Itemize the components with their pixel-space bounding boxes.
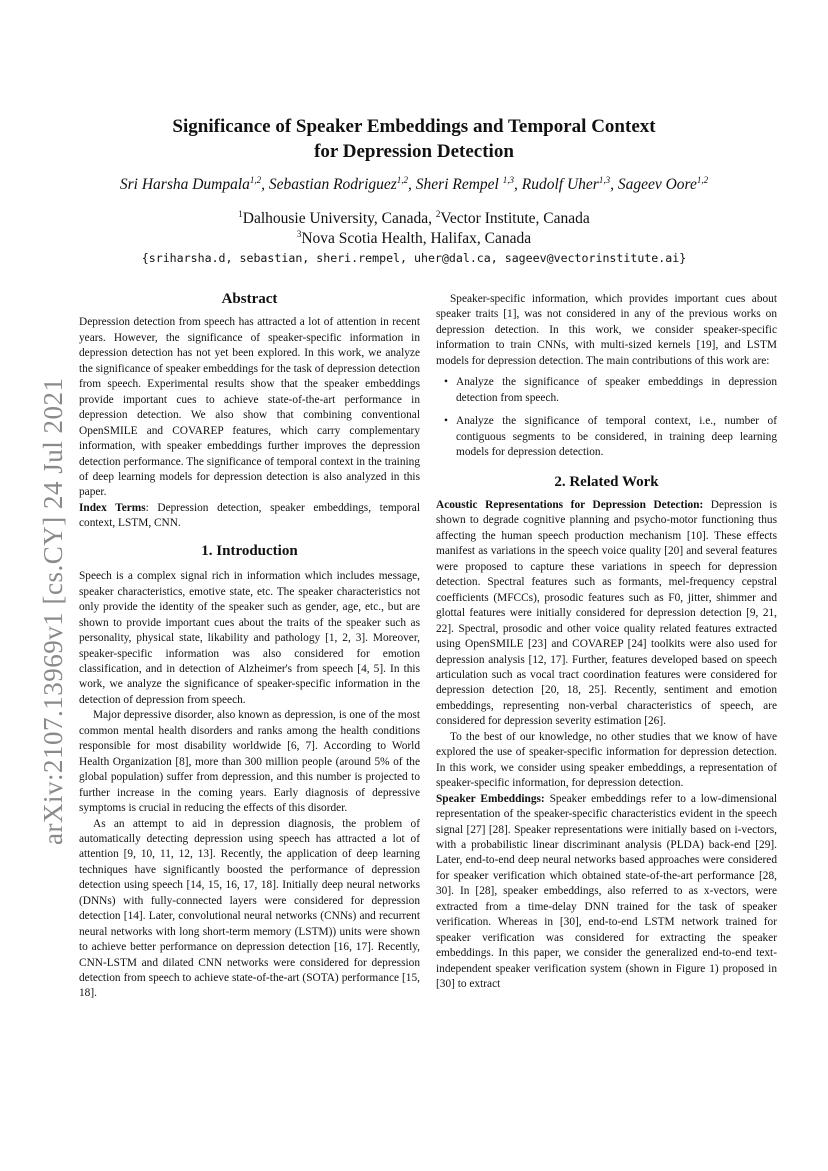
author-emails: {sriharsha.d, sebastian, sheri.rempel, uher@dal.ca, sageev@vectorinstitute.ai}: [141, 251, 687, 265]
paper-title: [120, 114, 708, 164]
title-line-1: Significance of Speaker Embeddings and Temporal Context: [172, 116, 656, 137]
acoustic-label: Acoustic Representations for Depression Detection:: [436, 498, 704, 511]
left-column: [79, 292, 420, 1002]
contribution-item-2: • Analyze the significance of temporal context, i.e., number of contiguous segments to be considered, in training deep learning models for depression detection.: [456, 414, 777, 460]
intro-paragraph-3: As an attempt to aid in depression diagnosis, the problem of automatically detecting depression using speech has attracted a lot of attention [9, 10, 11, 12, 13]. Recently, the application of deep learning techniques have significantly boosted the performance of depression detection using speech [14, 15, 16, 17, 18]. Initially deep neural networks (DNNs) with fully-connected layers were considered for depression detection [14]. Later, convolutional neural networks (CNNs) and recurrent neural networks with long short-term memory (LSTM)) units were shown to achieve better performance on depression detection [16, 17]. Recently, CNN-LSTM and dilated CNN networks were considered for depression detection from speech to achieve state-of-the-art (SOTA) performance [15, 18].: [79, 817, 420, 1000]
speaker-embeddings-paragraph: [436, 792, 777, 993]
author-list: Sri Harsha Dumpala$^{1,2}$, Sebastian Rodriguez$^{1,2}$, Sheri Rempel $^{1,3}$, Rudolf Uher$^{1,3}$, Sageev Oore$^{1,2}$: [119, 174, 709, 193]
abstract-text: Depression detection from speech has attracted a lot of attention in recent years. However, the significance of speaker-specific information in depression detection has not yet been explored. In this work, we analyze the significance of speaker embeddings for the task of depression detection from speech. Experimental results show that the speaker embeddings provide important cues to achieve state-of-the-art performance in depression detection. We also show that combining conventional OpenSMILE and COVAREP features, which carry complementary information, with speaker embeddings further improves the depression detection performance. The significance of temporal context in the training of deep learning models for depression detection is also analyzed in this paper.: [79, 316, 420, 499]
introduction-heading: 1. Introduction: [201, 542, 298, 559]
intro-paragraph-2: Major depressive disorder, also known as depression, is one of the most common mental health disorders and ranks among the health conditions responsible for most disability worldwide [6, 7]. According to World Health Organization [8], more than 300 million people (around 5% of the global population) suffer from depression, and this number is projected to further increase in the coming years. Early diagnosis of depressive symptoms is crucial in reducing the effects of this disorder.: [79, 709, 420, 815]
contribution-item-1: • Analyze the significance of speaker embeddings in depression detection from speech.: [456, 375, 777, 406]
title-line-2: for Depression Detection: [314, 141, 514, 162]
related-paragraph-2: To the best of our knowledge, no other studies that we know of have explored the use of speaker-specific information for depression detection. In this work, we consider using speaker embeddings, a representation of speaker-specific information, for depression detection.: [436, 730, 777, 790]
affiliation-line-1: $^1$Dalhousie University, Canada, $^2$Vector Institute, Canada: [238, 208, 590, 227]
index-terms-text: : Depression detection, speaker embeddings, temporal context, LSTM, CNN.: [79, 501, 420, 530]
arxiv-identifier: arXiv:2107.13969v1 [cs.CY] 24 Jul 2021: [38, 377, 68, 845]
speaker-embeddings-text: Speaker embeddings refer to a low-dimensional representation of the speaker-specific characteristics evident in the speech signal [27] [28]. Speaker representations were initially based on i-vectors, with a probabilistic linear discriminant analysis (PLDA) back-end [29]. Later, end-to-end deep neural networks based approaches were considered for speaker verification which obtained state-of-the-art performance [28, 30]. In [28], speaker embeddings, also referred to as x-vectors, were extracted from a time-delay DNN trained for the task of speaker verification. Whereas in [30], end-to-end LSTM network trained for speaker verification was considered for extracting the speaker embeddings. In this paper, we consider the generalized end-to-end text-independent speaker verification system (shown in Figure 1) proposed in [30] to extract: [436, 792, 778, 991]
abstract-heading: Abstract: [221, 291, 278, 307]
speaker-embeddings-label: Speaker Embeddings:: [436, 792, 545, 805]
intro-paragraph-1: Speech is a complex signal rich in information which includes message, speaker characteristics, emotive state, etc. The speaker characteristics not only provide the identity of the speaker such as gender, age, etc., but are shown to provide important cues about the traits of the speaker such as personality, physical state, likability and pathology [1, 2, 3]. Moreover, speaker-specific information was also considered for emotion classification, and in detection of Alzheimer's from speech [4, 5]. In this work, we analyze the significance of speaker-specific information in the detection of depression from speech.: [79, 570, 420, 706]
acoustic-paragraph: [436, 498, 777, 730]
right-column: [436, 292, 777, 992]
acoustic-text: Depression is shown to degrade cognitive planning and psycho-motor functioning thus affecting the human speech production mechanism [10]. These effects manifest as variations in the speech voice quality [20] and several features were proposed to capture these variations in speech for depression detection. Spectral features such as formants, mel-frequency cepstral coefficients (MFCCs), prosodic features such as F0, jitter, shimmer and glottal features were initially considered for depression detection [9, 21, 22]. Spectral, prosodic and other voice quality related features extracted using OpenSMILE [23] and COVAREP [24] toolkits were also used for depression analysis [12, 17]. Further, features developed based on speech articulation such as vocal tract coordination features were considered for depression detection [20, 18, 25]. Recently, sentiment and emotion embeddings, representing non-verbal characteristics of speech, are considered for depression severity estimation [26].: [436, 498, 777, 728]
affiliation-line-2: $^3$Nova Scotia Health, Halifax, Canada: [296, 228, 532, 247]
index-terms-label: Index Terms: [79, 501, 146, 514]
contributions-list: [436, 375, 777, 460]
related-work-heading: 2. Related Work: [554, 473, 659, 490]
contributions-paragraph: Speaker-specific information, which provides important cues about speaker traits [1], was not considered in any of the previous works on depression detection. In this work, we consider speaker-specific information to train CNNs, with multi-sized kernels [19], and LSTM models for depression detection. The main contributions of this work are:: [436, 293, 777, 367]
index-terms: [79, 501, 420, 532]
